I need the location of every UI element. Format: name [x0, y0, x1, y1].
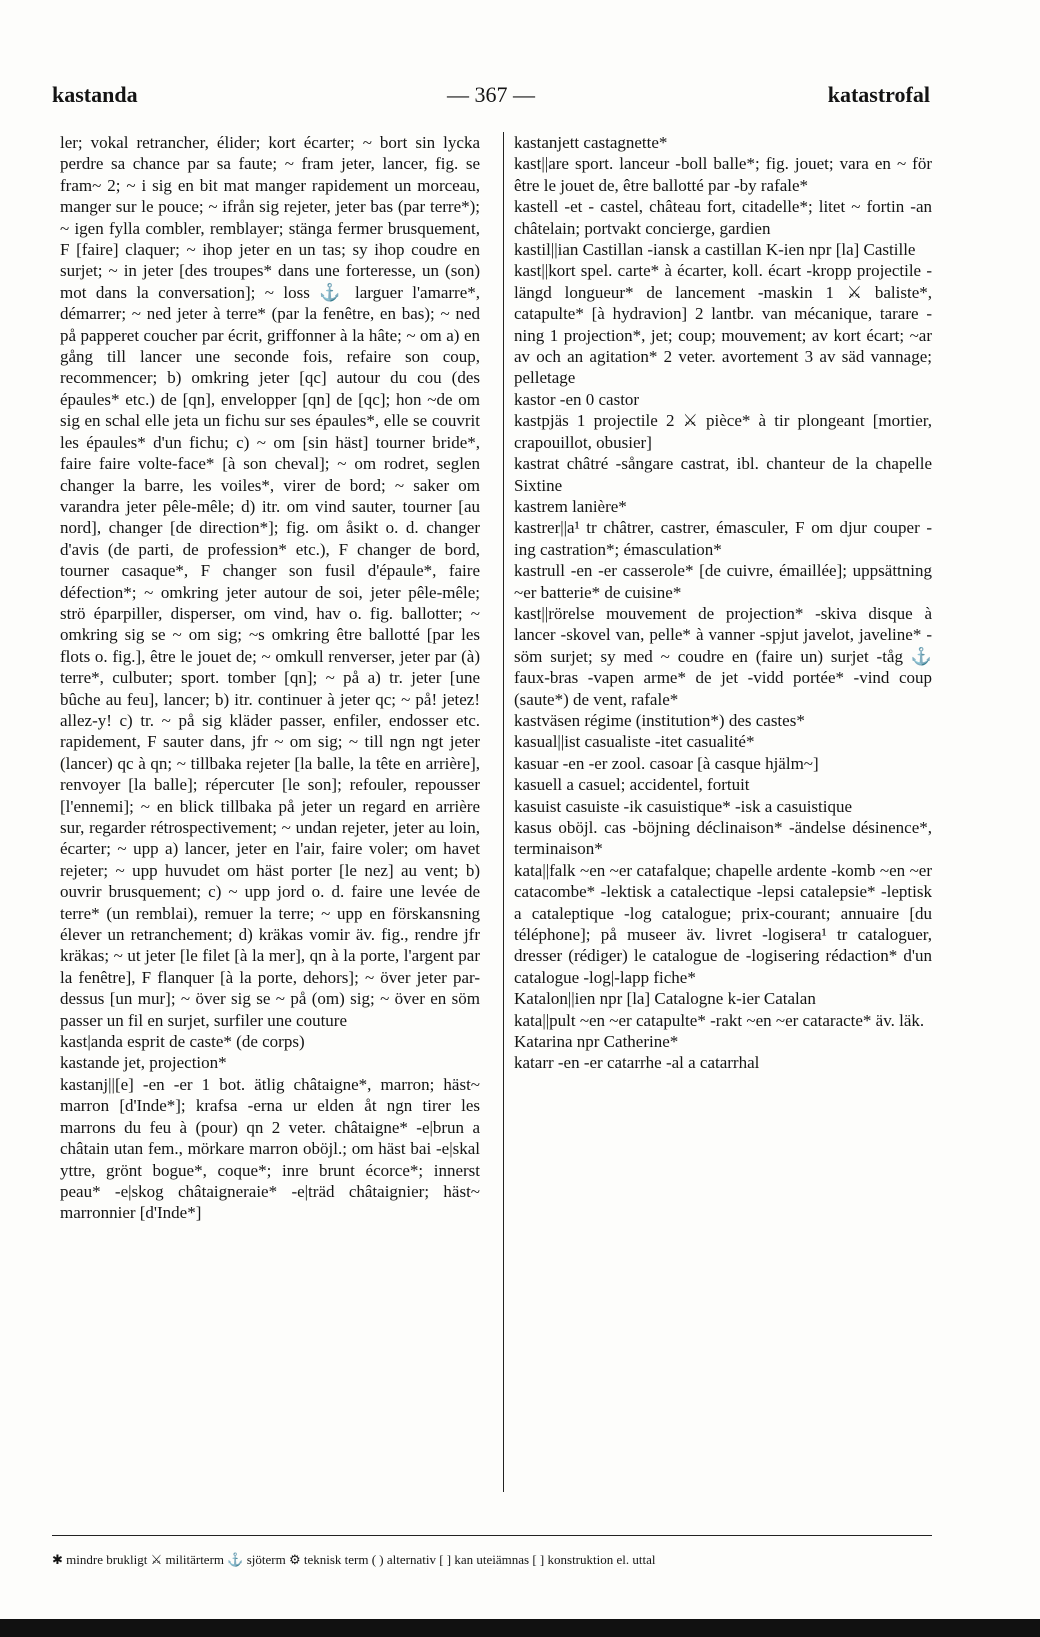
scan-edge: [0, 1619, 1040, 1637]
dictionary-entry: kastande jet, projection*: [60, 1053, 227, 1073]
dictionary-entry: kastrat châtré -sångare castrat, ibl. chanteur de la chapelle Sixtine: [514, 454, 932, 495]
page-number: — 367 —: [447, 82, 535, 107]
dictionary-entry: kastanjett castagnette*: [514, 133, 668, 152]
dictionary-entry: kastrem lanière*: [514, 496, 627, 516]
symbol-legend: ✱ mindre brukligt ⚔ militärterm ⚓ sjöterm ⚙ teknisk term ( ) alternativ [ ] kan uteiämnas [ ] konstruktion el. uttal: [52, 1552, 656, 1567]
dictionary-entry: kastil||ian Castillan -iansk a castillan K-ien npr [la] Castille: [514, 240, 916, 260]
dictionary-entry: ler; vokal retrancher, élider; kort écarter; ~ bort sin lycka perdre sa chance par sa faute; ~ fram jeter, lancer, fig. se fram~ 2; ~ i sig en bit mat manger rapidement un morceau, manger sur le pouce; ~ ifrån sig rejeter, jeter bas (par terre*); ~ igen fylla combler, remblayer; stänga fermer brusquement, F [faire] claquer; ~ ihop jeter en un tas; sy ihop coudre en surjet; ~ in jeter [des troupes* dans une forteresse, un (son) mot dans la conversation]; ~ loss ⚓ larguer l'amarre*, démarrer; ~ ned jeter à terre* (par la fenêtre, en bas); ~ ned på papperet coucher par écrit, griffonner à la hâte; ~ om a) en gång till lancer une seconde fois, refaire son coup, recommencer; b) omkring jeter [qc] autour du cou (des épaules* etc.) de [qn], envelopper [qn] de [qc]; hon ~de om sig en schal elle jeta un fichu sur ses épaules*, elle se couvrit les épaules* d'un fichu; c) ~ om [sin häst] tourner bride*, faire faire volte-face* [à son cheval]; ~ om rodret, seglen changer la barre, les voiles*, virer de bord; ~ saker om varandra jeter pêle-mêle; d) itr. om vind sauter, tourner [au nord], changer [de direction*]; fig. om åsikt o. d. changer d'avis (de parti, de profession* etc.), F changer de bord, tourner casaque*, F changer son fusil d'épaule*, faire défection*; ~ omkring jeter autour de soi, jeter pêle-mêle; strö éparpiller, disperser, om vind, hav o. fig. ballotter; ~ omkring sig se ~ om sig; ~s omkring être ballotté [par les flots o. fig.], être le jouet de; ~ omkull renverser, jeter par (à) terre*, culbuter; sport. tomber [qn]; ~ på a) tr. jeter [une bûche au feu], lancer; b) itr. continuer à jeter qc; ~ på! jetez! allez-y! c) tr. ~ på sig kläder passer, enfiler, endosser etc. rapidement, F sauter dans, jfr ~ om sig; ~ till ngn ngt jeter (lancer) qc à qn; ~ tillbaka rejeter [la balle, la tête en arrière], renvoyer [la balle]; répercuter [le son]; refouler, repousser [l'ennemi]; ~ en blick tillbaka på jeter un regard en arrière sur, regarder rétrospectivement; ~ undan rejeter, jeter au loin, écarter; ~ upp a) lancer, jeter en l'air, faire voler; om havet rejeter; ~ upp huvudet om häst porter [le nez] au vent; b) ouvrir brusquement; c) ~ upp jord o. d. faire une levée de terre* (un remblai), remuer la terre; ~ upp en förskansning élever un retranchement; d) kräkas vomir äv. fig., rendre jfr kräkas; ~ ut jeter [le filet [à la mer], qn à la porte, l'argent par la fenêtre], F flanquer [à la porte, dehors]; ~ över jeter par-dessus [un mur]; ~ över sig se ~ på (om) sig; ~ över en söm passer un fil en surjet, surfiler une couture: [60, 133, 480, 1030]
dictionary-entry: kast||are sport. lanceur -boll balle*; fig. jouet; vara en ~ för être le jouet de, être ballotté par -by rafale*: [514, 154, 932, 195]
left-column: [60, 132, 480, 1492]
dictionary-entry: kastrull -en -er casserole* [de cuivre, émaillée]; uppsättning ~er batterie* de cuisine*: [514, 561, 932, 602]
dictionary-entry: kata||pult ~en ~er catapulte* -rakt ~en ~er cataracte* äv. läk.: [514, 1010, 925, 1030]
dictionary-entry: kastpjäs 1 projectile 2 ⚔ pièce* à tir plongeant [mortier, crapouillot, obusier]: [514, 411, 932, 452]
dictionary-entry: kastrer||a¹ tr châtrer, castrer, émasculer, F om djur couper -ing castration*; émasculation*: [514, 518, 932, 559]
page-header: [52, 82, 930, 122]
dictionary-entry: kasus oböjl. cas -böjning déclinaison* -ändelse désinence*, terminaison*: [514, 818, 932, 859]
dictionary-entry: kast|anda esprit de caste* (de corps): [60, 1032, 305, 1052]
footer-rule: [52, 1535, 932, 1536]
dictionary-entry: kastanj||[e] -en -er 1 bot. ätlig châtaigne*, marron; häst~ marron [d'Inde*]; krafsa -erna ur elden åt ngn tirer les marrons du feu à (pour) qn 2 veter. châtaigne* -e|brun a châtain utan fem., mörkare marron oböjl.; om häst bai -e|skal yttre, grönt bogue*, coque*; inre brunt écorce*; innerst peau* -e|skog châtaigneraie* -e|träd châtaignier; häst~ marronnier [d'Inde*]: [60, 1074, 480, 1223]
dictionary-entry: kastell -et - castel, château fort, citadelle*; litet ~ fortin -an châtelain; portvakt concierge, gardien: [514, 197, 932, 238]
dictionary-entry: katarr -en -er catarrhe -al a catarrhal: [514, 1053, 760, 1073]
dictionary-entry: kasual||ist casualiste -itet casualité*: [514, 732, 755, 752]
header-left-guideword: kastanda: [52, 82, 138, 107]
dictionary-entry: Katarina npr Catherine*: [514, 1032, 679, 1052]
dictionary-entry: Katalon||ien npr [la] Catalogne k-ier Catalan: [514, 989, 816, 1009]
dictionary-entry: kasuar -en -er zool. casoar [à casque hjälm~]: [514, 753, 819, 773]
dictionary-entry: kast||kort spel. carte* à écarter, koll. écart -kropp projectile -längd longueur* de lancement -maskin 1 ⚔ baliste*, catapulte* [à hydravion] 2 lantbr. van mécanique, tarare -ning 1 projection*, jet; coup; mouvement; av kort écart; ~ar av och an agitation* 2 veter. avortement 3 av säd vannage; pelletage: [514, 261, 932, 388]
dictionary-entry: kastor -en 0 castor: [514, 389, 640, 409]
dictionary-entry: kata||falk ~en ~er catafalque; chapelle ardente -komb ~en ~er catacombe* -lektisk a catalectique -lepsi catalepsie* -leptisk a cataleptique -log catalogue; prix-courant; annuaire [du téléphone]; på museer äv. livret -logisera¹ tr cataloguer, dresser (rédiger) le catalogue de -logisering rédaction* d'un catalogue -log|-lapp fiche*: [514, 860, 932, 987]
dictionary-entry: kasuell a casuel; accidentel, fortuit: [514, 775, 750, 795]
dictionary-entry: kast||rörelse mouvement de projection* -skiva disque à lancer -skovel van, pelle* à vanner -spjut javelot, javeline* -söm surjet; sy med ~ coudre en (faire un) surjet -tåg ⚓ faux-bras -vapen arme* de jet -vidd portée* -vind coup (saute*) de vent, rafale*: [514, 603, 932, 709]
right-column: [503, 132, 932, 1492]
header-right-guideword: katastrofal: [827, 82, 930, 107]
dictionary-entry: kastväsen régime (institution*) des castes*: [514, 710, 805, 730]
dictionary-entry: kasuist casuiste -ik casuistique* -isk a casuistique: [514, 796, 853, 816]
